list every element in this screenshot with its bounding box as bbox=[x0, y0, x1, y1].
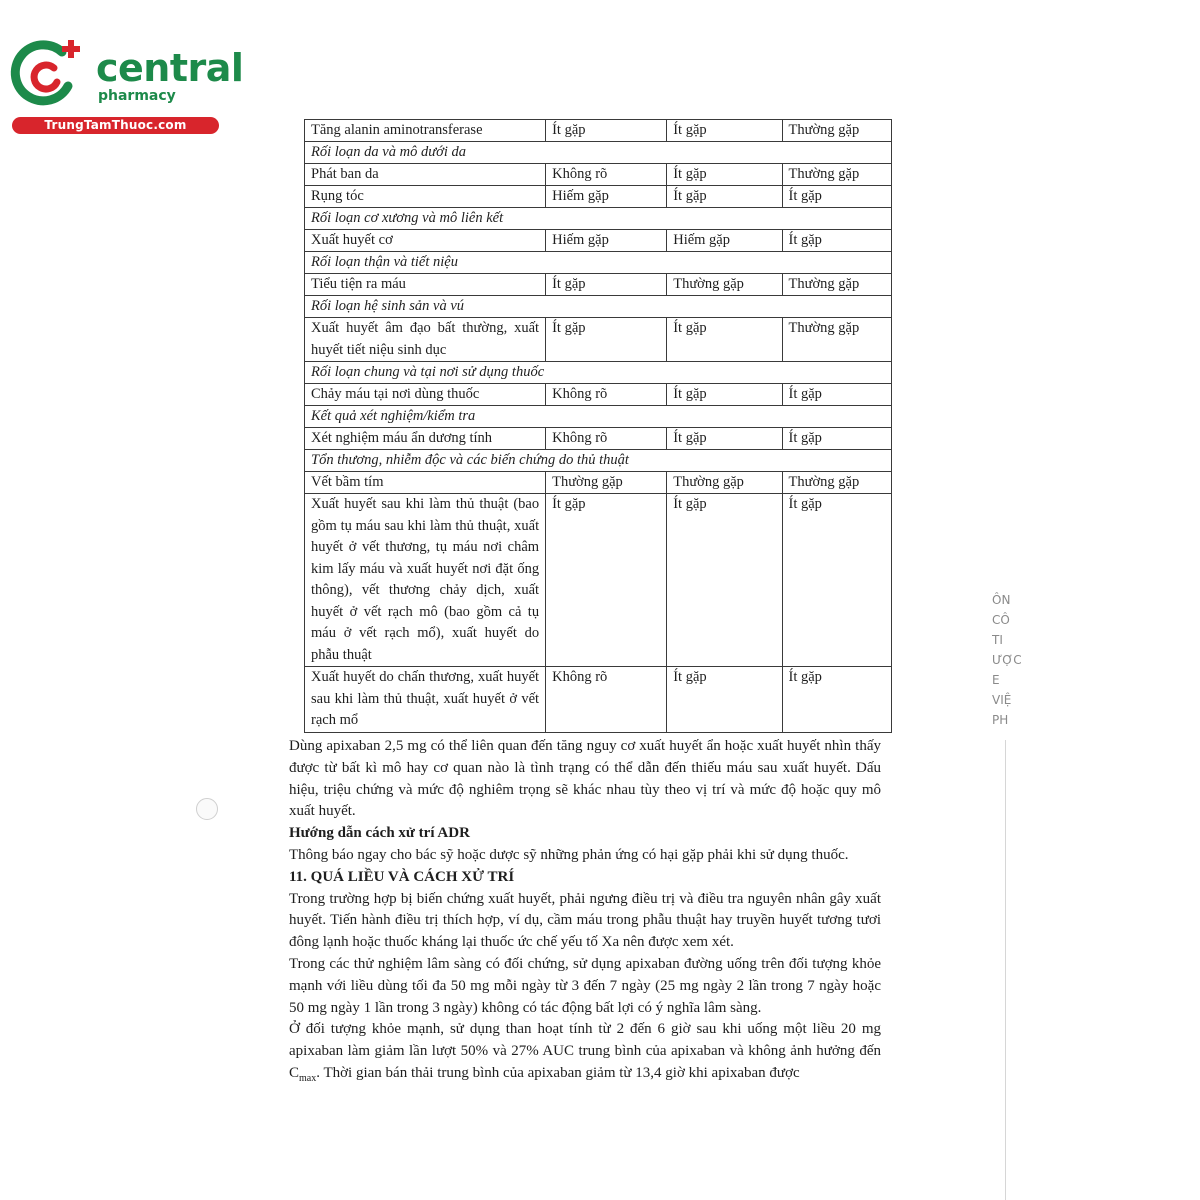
bleeding-risk-paragraph: Dùng apixaban 2,5 mg có thể liên quan đến tăng nguy cơ xuất huyết ẩn hoặc xuất huyết nhìn thấy được từ bất kì mô hay cơ quan nào là tình trạng có thể dẫn đến thiếu máu sau xuất huyết. Dấu hiệu, triệu chứng và mức độ nghiêm trọng sẽ khác nhau tùy theo vị trí và mức độ hoặc quy mô xuất huyết. bbox=[289, 738, 881, 820]
adverse-reaction-cell: Rụng tóc bbox=[305, 186, 546, 208]
frequency-cell: Ít gặp bbox=[782, 494, 891, 667]
logo-website-banner: TrungTamThuoc.com bbox=[12, 117, 219, 134]
logo-wordmark: central bbox=[96, 46, 244, 90]
frequency-cell: Ít gặp bbox=[546, 494, 667, 667]
table-section-row bbox=[305, 142, 892, 164]
stamp-text: CÔ bbox=[992, 613, 1010, 627]
charcoal-text-part1: Ở đối tượng khỏe mạnh, sử dụng than hoạt tính từ 2 đến 6 giờ sau khi uống một liều 20 mg apixaban làm giảm lần lượt 50% và 27% AUC trung bình của apixaban và không ảnh hưởng đến C bbox=[289, 1021, 881, 1081]
adverse-reaction-cell: Xuất huyết âm đạo bất thường, xuất huyết tiết niệu sinh dục bbox=[305, 318, 546, 362]
frequency-cell: Ít gặp bbox=[667, 318, 782, 362]
frequency-cell: Ít gặp bbox=[782, 186, 891, 208]
frequency-cell: Thường gặp bbox=[782, 120, 891, 142]
pharmacy-cross-logo-icon bbox=[10, 38, 94, 108]
frequency-cell: Thường gặp bbox=[782, 274, 891, 296]
frequency-cell: Hiếm gặp bbox=[546, 186, 667, 208]
table-row bbox=[305, 494, 892, 667]
section-label: Kết quả xét nghiệm/kiểm tra bbox=[305, 406, 892, 428]
table-row bbox=[305, 186, 892, 208]
cmax-subscript: max bbox=[299, 1072, 317, 1084]
activated-charcoal-paragraph bbox=[289, 1019, 881, 1089]
table-row bbox=[305, 472, 892, 494]
section-label: Rối loạn thận và tiết niệu bbox=[305, 252, 892, 274]
table-section-row bbox=[305, 362, 892, 384]
table-section-row bbox=[305, 450, 892, 472]
frequency-cell: Ít gặp bbox=[546, 274, 667, 296]
central-pharmacy-logo bbox=[10, 38, 244, 138]
frequency-cell: Thường gặp bbox=[782, 472, 891, 494]
frequency-cell: Ít gặp bbox=[667, 384, 782, 406]
adr-frequency-table bbox=[304, 119, 892, 733]
frequency-cell: Ít gặp bbox=[667, 120, 782, 142]
frequency-cell: Ít gặp bbox=[782, 667, 891, 733]
overdose-section-heading: 11. QUÁ LIỀU VÀ CÁCH XỬ TRÍ bbox=[289, 868, 515, 885]
table-row bbox=[305, 230, 892, 252]
adverse-reaction-cell: Vết bầm tím bbox=[305, 472, 546, 494]
adverse-reaction-cell: Xét nghiệm máu ẩn dương tính bbox=[305, 428, 546, 450]
stamp-text: TI bbox=[992, 633, 1003, 647]
frequency-cell: Ít gặp bbox=[667, 494, 782, 667]
adverse-reaction-cell: Tiểu tiện ra máu bbox=[305, 274, 546, 296]
frequency-cell: Ít gặp bbox=[667, 186, 782, 208]
table-row bbox=[305, 428, 892, 450]
section-label: Tổn thương, nhiễm độc và các biến chứng do thủ thuật bbox=[305, 450, 892, 472]
page-edge-line bbox=[1005, 740, 1006, 1200]
frequency-cell: Thường gặp bbox=[782, 318, 891, 362]
adverse-reaction-cell: Chảy máu tại nơi dùng thuốc bbox=[305, 384, 546, 406]
adr-handling-heading: Hướng dẫn cách xử trí ADR bbox=[289, 825, 470, 842]
frequency-cell: Ít gặp bbox=[546, 318, 667, 362]
stamp-text: PH bbox=[992, 713, 1009, 727]
adr-table-body bbox=[305, 120, 892, 733]
adverse-reaction-cell: Phát ban da bbox=[305, 164, 546, 186]
table-row bbox=[305, 274, 892, 296]
table-row bbox=[305, 120, 892, 142]
frequency-cell: Ít gặp bbox=[782, 384, 891, 406]
stamp-text: ÔN bbox=[992, 593, 1011, 607]
frequency-cell: Thường gặp bbox=[667, 274, 782, 296]
adverse-reaction-cell: Xuất huyết sau khi làm thủ thuật (bao gồm tụ máu sau khi làm thủ thuật, xuất huyết ở vết thương, tụ máu nơi châm kim lấy máu và xuất huyết nơi đặt ống thông), vết thương chảy dịch, xuất huyết ở vết rạch mô (bao gồm cả tụ máu ở vết rạch mổ), xuất huyết do phẫu thuật bbox=[305, 494, 546, 667]
frequency-cell: Không rõ bbox=[546, 164, 667, 186]
stamp-text: ƯỢC bbox=[992, 653, 1022, 667]
section-label: Rối loạn hệ sinh sản và vú bbox=[305, 296, 892, 318]
table-row bbox=[305, 384, 892, 406]
section-label: Rối loạn da và mô dưới da bbox=[305, 142, 892, 164]
charcoal-text-part2: . Thời gian bán thải trung bình của apixaban giảm từ 13,4 giờ khi apixaban được bbox=[316, 1064, 800, 1081]
frequency-cell: Thường gặp bbox=[546, 472, 667, 494]
frequency-cell: Ít gặp bbox=[546, 120, 667, 142]
document-body bbox=[289, 736, 881, 1090]
table-section-row bbox=[305, 406, 892, 428]
adverse-reaction-cell: Xuất huyết cơ bbox=[305, 230, 546, 252]
frequency-cell: Hiếm gặp bbox=[546, 230, 667, 252]
frequency-cell: Ít gặp bbox=[667, 428, 782, 450]
frequency-cell: Không rõ bbox=[546, 384, 667, 406]
overdose-treatment-paragraph: Trong trường hợp bị biến chứng xuất huyết, phải ngưng điều trị và điều tra nguyên nhân gây xuất huyết. Tiến hành điều trị thích hợp, ví dụ, cầm máu trong phẫu thuật hay truyền huyết tương tươi đông lạnh hoặc thuốc kháng lại thuốc ức chế yếu tố Xa nên được xem xét. bbox=[289, 890, 881, 951]
table-section-row bbox=[305, 252, 892, 274]
table-section-row bbox=[305, 208, 892, 230]
section-label: Rối loạn chung và tại nơi sử dụng thuốc bbox=[305, 362, 892, 384]
section-label: Rối loạn cơ xương và mô liên kết bbox=[305, 208, 892, 230]
frequency-cell: Ít gặp bbox=[782, 230, 891, 252]
stamp-text: VIỆ bbox=[992, 693, 1012, 707]
stamp-fragment bbox=[992, 590, 1022, 740]
frequency-cell: Thường gặp bbox=[667, 472, 782, 494]
adverse-reaction-cell: Xuất huyết do chấn thương, xuất huyết sau khi làm thủ thuật, xuất huyết ở vết rạch mổ bbox=[305, 667, 546, 733]
table-row bbox=[305, 164, 892, 186]
table-row bbox=[305, 318, 892, 362]
frequency-cell: Không rõ bbox=[546, 667, 667, 733]
stamp-text: E bbox=[992, 673, 1000, 687]
frequency-cell: Thường gặp bbox=[782, 164, 891, 186]
frequency-cell: Hiếm gặp bbox=[667, 230, 782, 252]
frequency-cell: Ít gặp bbox=[667, 164, 782, 186]
logo-subtitle: pharmacy bbox=[98, 88, 176, 104]
table-section-row bbox=[305, 296, 892, 318]
table-row bbox=[305, 667, 892, 733]
adverse-reaction-cell: Tăng alanin aminotransferase bbox=[305, 120, 546, 142]
frequency-cell: Ít gặp bbox=[667, 667, 782, 733]
clinical-trial-paragraph: Trong các thử nghiệm lâm sàng có đối chứng, sử dụng apixaban đường uống trên đối tượng khỏe mạnh với liều dùng tối đa 50 mg mỗi ngày từ 3 đến 7 ngày (25 mg ngày 2 lần trong 7 ngày hoặc 50 mg ngày 1 lần trong 3 ngày) không có tác động bất lợi có ý nghĩa lâm sàng. bbox=[289, 955, 881, 1016]
adr-handling-paragraph: Thông báo ngay cho bác sỹ hoặc dược sỹ những phản ứng có hại gặp phải khi sử dụng thuốc. bbox=[289, 846, 849, 863]
frequency-cell: Không rõ bbox=[546, 428, 667, 450]
frequency-cell: Ít gặp bbox=[782, 428, 891, 450]
punch-hole bbox=[196, 798, 218, 820]
